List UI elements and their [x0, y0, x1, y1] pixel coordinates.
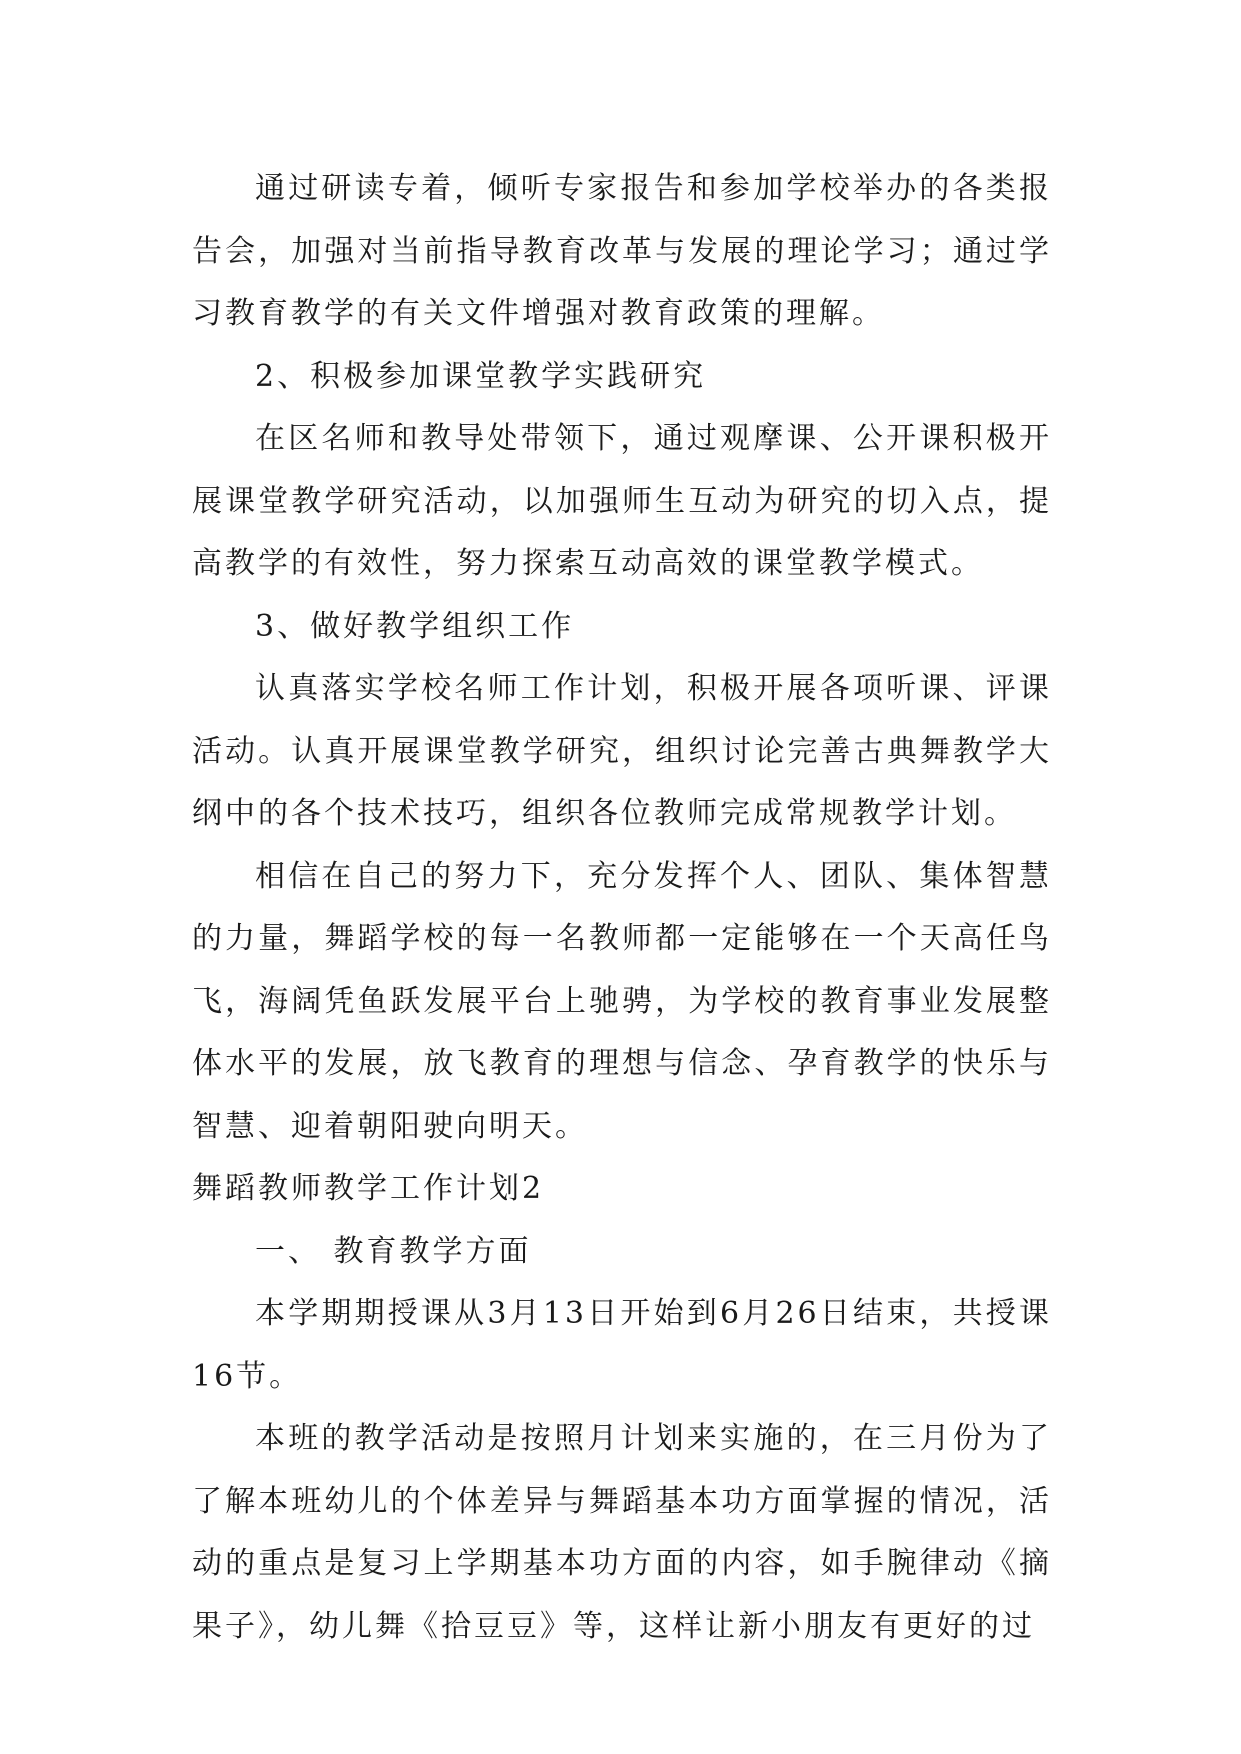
paragraph-study-theory: 通过研读专着，倾听专家报告和参加学校举办的各类报告会，加强对当前指导教育改革与发展的理论学习；通过学习教育教学的有关文件增强对教育政策的理解。	[192, 171, 1052, 331]
section-heading-practice-research: 2、积极参加课堂教学实践研究	[255, 358, 707, 394]
paragraph-class-activities: 本班的教学活动是按照月计划来实施的，在三月份为了了解本班幼儿的个体差异与舞蹈基本功方面掌握的情况，活动的重点是复习上学期基本功方面的内容，如手腕律动《摘果子》，幼儿舞《拾豆豆》等，这样让新小朋友有更好的过	[192, 1421, 1052, 1644]
document-body	[192, 158, 1052, 1658]
section-heading-education: 一、 教育教学方面	[255, 1233, 532, 1269]
paragraph-teaching-organization: 认真落实学校名师工作计划，积极开展各项听课、评课活动。认真开展课堂教学研究，组织讨论完善古典舞教学大纲中的各个技术技巧，组织各位教师完成常规教学计划。	[192, 671, 1052, 831]
paragraph-schedule: 本学期期授课从3月13日开始到6月26日结束，共授课16节。	[192, 1296, 1052, 1394]
paragraph-practice-research: 在区名师和教导处带领下，通过观摩课、公开课积极开展课堂教学研究活动，以加强师生互动为研究的切入点，提高教学的有效性，努力探索互动高效的课堂教学模式。	[192, 421, 1052, 581]
paragraph-conclusion: 相信在自己的努力下，充分发挥个人、团队、集体智慧的力量，舞蹈学校的每一名教师都一定能够在一个天高任鸟飞，海阔凭鱼跃发展平台上驰骋，为学校的教育事业发展整体水平的发展，放飞教育的理想与信念、孕育教学的快乐与智慧、迎着朝阳驶向明天。	[192, 858, 1052, 1144]
document-title-plan-2: 舞蹈教师教学工作计划2	[192, 1171, 545, 1206]
section-heading-teaching-organization: 3、做好教学组织工作	[255, 608, 575, 644]
